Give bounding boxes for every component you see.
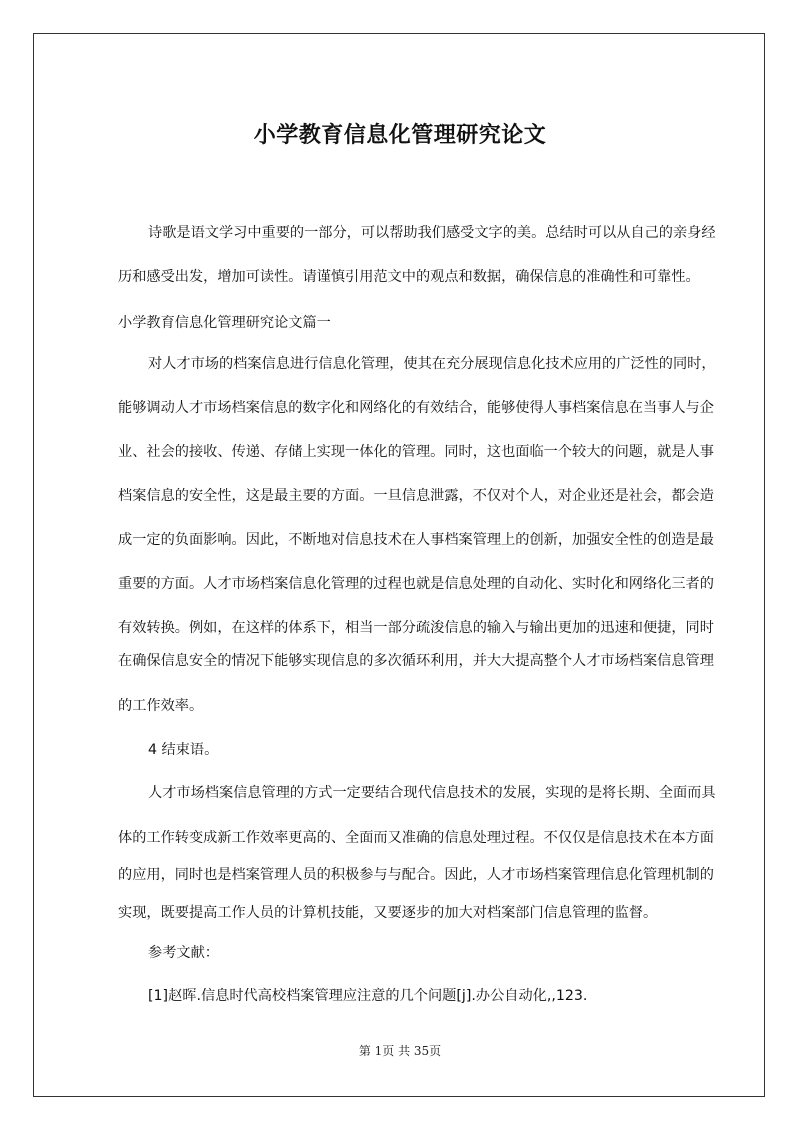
paragraph-line: 实现，既要提高工作人员的计算机技能，又要逐步的加大对档案部门信息管理的监督。: [118, 905, 658, 921]
paragraph-line: 成一定的负面影响。因此，不断地对信息技术在人事档案管理上的创新，加强安全性的创造是最: [118, 532, 714, 548]
paragraph-line: 有效转换。例如，在这样的体系下，相当一部分疏浚信息的输入与输出更加的迅速和便捷，同时: [118, 620, 714, 636]
reference-item: [1]赵晖.信息时代高校档案管理应注意的几个问题[j].办公自动化,,123.: [148, 988, 588, 1004]
paragraph-line: 的应用，同时也是档案管理人员的积极参与与配合。因此，人才市场档案管理信息化管理机制的: [118, 867, 714, 883]
paragraph-line: 重要的方面。人才市场档案信息化管理的过程也就是信息处理的自动化、实时化和网络化三者的: [118, 576, 714, 592]
paragraph-line: 的工作效率。: [118, 698, 204, 714]
page-footer: 第 1页 共 35页: [358, 1044, 442, 1058]
paragraph-line: 档案信息的安全性，这是最主要的方面。一旦信息泄露，不仅对个人，对企业还是社会，都会造: [118, 488, 714, 504]
paragraph-line: 诗歌是语文学习中重要的一部分，可以帮助我们感受文字的美。总结时可以从自己的亲身经: [148, 225, 716, 241]
paragraph-line: 体的工作转变成新工作效率更高的、全面而又准确的信息处理过程。不仅仅是信息技术在本方面: [118, 830, 714, 846]
paragraph-line: 在确保信息安全的情况下能够实现信息的多次循环利用，并大大提高整个人才市场档案信息管理: [118, 653, 714, 669]
paragraph-line: 对人才市场的档案信息进行信息化管理，使其在充分展现信息化技术应用的广泛性的同时，: [148, 356, 716, 372]
document-title: 小学教育信息化管理研究论文: [253, 123, 547, 148]
paragraph-line: 人才市场档案信息管理的方式一定要结合现代信息技术的发展，实现的是将长期、全面而具: [148, 785, 716, 801]
paragraph-line: 业、社会的接收、传递、存储上实现一体化的管理。同时，这也面临一个较大的问题，就是人事: [118, 444, 714, 460]
references-heading: 参考文献：: [148, 945, 219, 961]
section-heading: 小学教育信息化管理研究论文篇一: [118, 315, 331, 331]
paragraph-line: 历和感受出发，增加可读性。请谨慎引用范文中的观点和数据，确保信息的准确性和可靠性。: [118, 269, 700, 285]
section-heading: 4 结束语。: [148, 742, 219, 758]
page-border: [33, 33, 765, 1097]
paragraph-line: 能够调动人才市场档案信息的数字化和网络化的有效结合，能够使得人事档案信息在当事人与企: [118, 400, 714, 416]
